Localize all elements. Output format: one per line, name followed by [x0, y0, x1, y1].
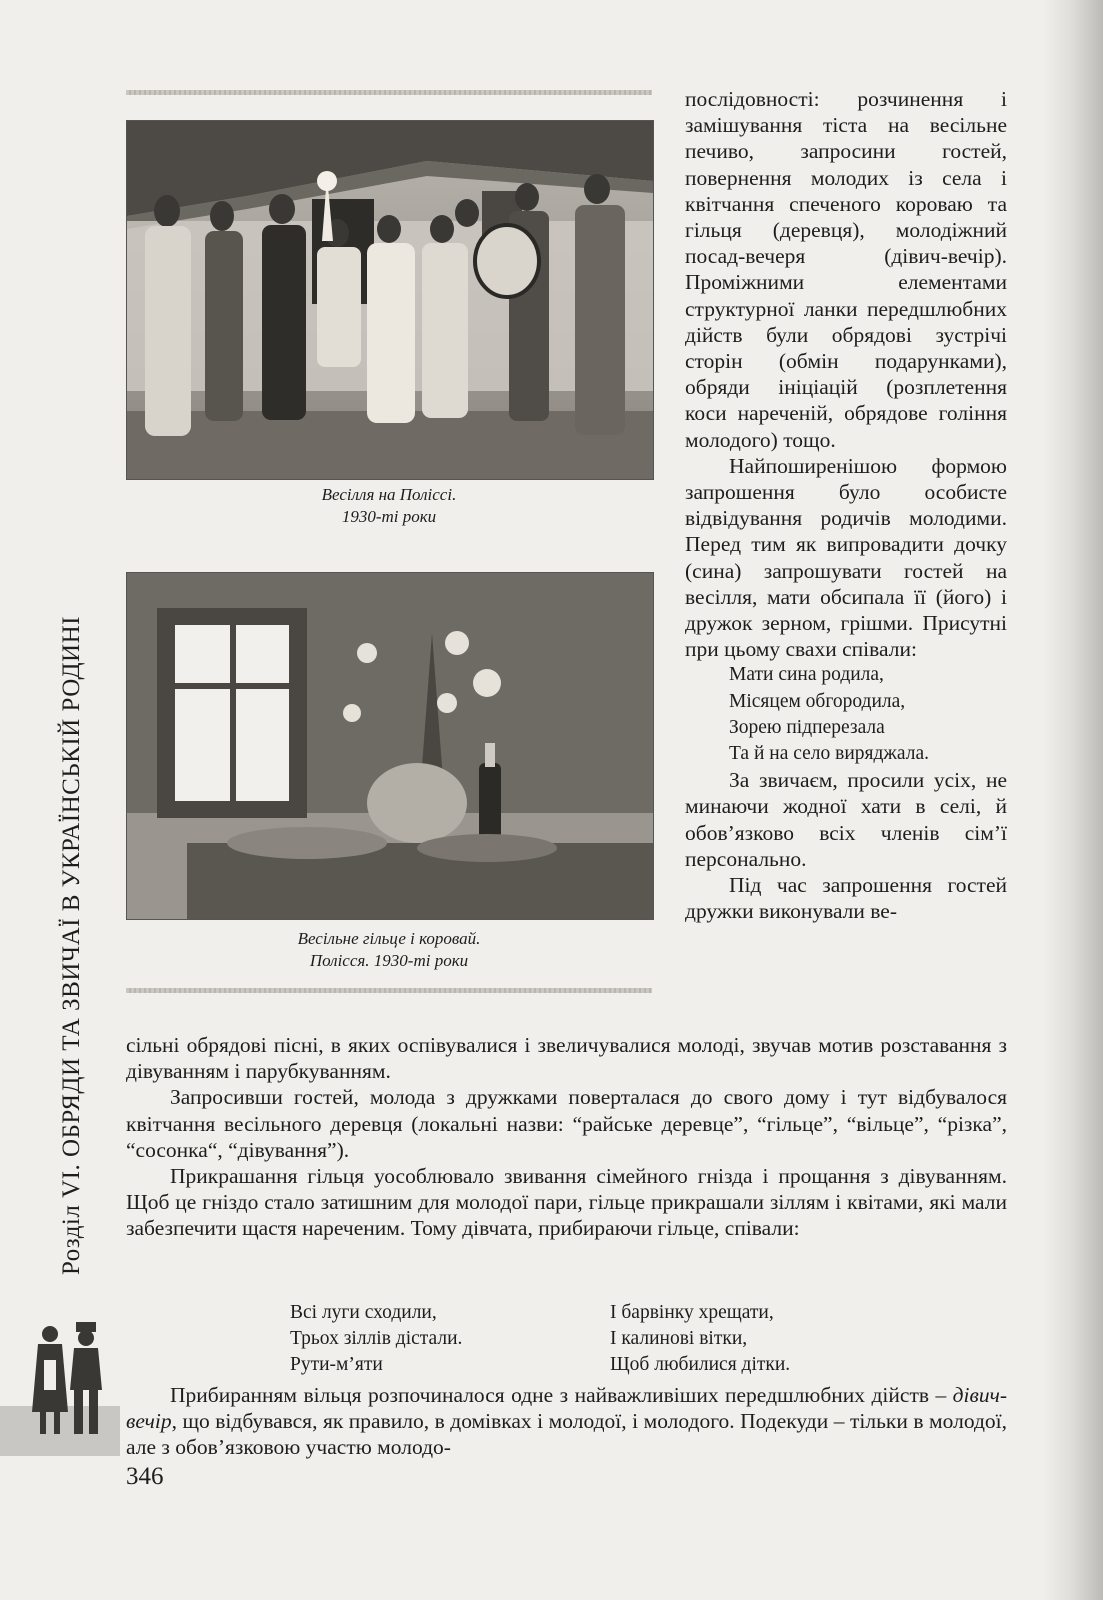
wedding-group-photo — [126, 120, 654, 480]
wedding-tree-photo — [126, 572, 654, 920]
vertical-section-title: Розділ VI. ОБРЯДИ ТА ЗВИЧАЇ В УКРАЇНСЬКІЙ РОДИНІ — [58, 616, 85, 1275]
caption-line: Весільне гільце і коровай. — [297, 929, 481, 948]
figure-caption-2 — [126, 928, 652, 972]
caption-line: 1930-ті роки — [341, 507, 437, 526]
verse-line: Та й на село виряджала. — [729, 743, 929, 765]
top-rule — [126, 90, 652, 95]
verse-block — [685, 662, 1007, 767]
paragraph: Запросивши гостей, молода з дружками поверталася до свого дому і тут відбувалося квітчання весільного деревця (локальні назви: “райське деревце”, “гільце”, “вільце”, “різка”, “сосонка“, “дівування”). — [126, 1085, 1007, 1162]
verse-line: Всі луги сходили, — [290, 1302, 437, 1323]
paragraph — [126, 1382, 1007, 1461]
bottom-rule — [126, 988, 652, 993]
paragraph: сільні обрядові пісні, в яких оспівувалися і звеличувалися молоді, звучав мотив розставання з дівуванням і парубкуванням. — [126, 1033, 1007, 1084]
right-column-text — [685, 86, 1007, 925]
verse-line: Щоб любилися дітки. — [610, 1354, 791, 1376]
text-run: Прибиранням вільця розпочиналося одне з найважливіших передшлюбних дійств – — [170, 1383, 953, 1407]
verse-line: І барвінку хрещати, — [610, 1302, 774, 1323]
text-run: , що відбувався, як правило, в домівках і молодої, і молодого. Подекуди – тільки в молодої, але з обов’язковою участю молодо- — [126, 1409, 1007, 1460]
verse-right-column — [610, 1300, 790, 1379]
verse-left-column — [290, 1300, 462, 1379]
paragraph: За звичаєм, просили усіх, не минаючи жодної хати в селі, й обов’язково всіх членів сім’ї персонально. — [685, 768, 1007, 871]
verse-line: Трьох зіллів дістали. — [290, 1328, 463, 1350]
caption-line: Полісся. 1930-ті роки — [309, 951, 469, 970]
wedding-tree-image — [127, 573, 653, 919]
figure-caption-1 — [126, 484, 652, 528]
paragraph: Найпоширенішою формою запрошення було особисте відвідування родичів молодими. Перед тим як випровадити дочку (сина) запрошувати гостей на весілля, мати обсипала її (його) і дружок зерном, грішми. Присутні при цьому свахи співали: — [685, 453, 1007, 662]
paragraph: послідовності: розчинення і замішування тіста на весільне печиво, запросини гостей, повернення молодих із села і квітчання спеченого короваю та гільця (деревця), молодіжний посад-вечеря (дівич-вечір). Проміжними елементами структурної ланки передшлюбних дійств були обрядові зустрічі сторін (обмін подарунками), обряди ініціацій (розплетення коси нареченій, обрядове гоління молодого) тощо. — [685, 87, 1007, 452]
caption-line: Весілля на Поліссі. — [321, 485, 457, 504]
paragraph: Під час запрошення гостей дружки виконували ве- — [685, 873, 1007, 924]
folk-couple-illustration — [22, 1320, 112, 1440]
verse-line: Рути-м’яти — [290, 1354, 383, 1376]
italic-term: дівич-вечір — [126, 1383, 1007, 1434]
wedding-group-image — [127, 121, 653, 479]
closing-paragraph — [126, 1382, 1007, 1461]
page-edge-shadow — [1043, 0, 1103, 1600]
full-width-text — [126, 1032, 1007, 1242]
verse-line: Зорею підперезала — [729, 716, 885, 738]
verse-line: Місяцем обгородила, — [729, 690, 906, 712]
verse-line: І калинові вітки, — [610, 1328, 748, 1350]
paragraph: Прикрашання гільця уособлювало звивання сімейного гнізда і прощання з дівуванням. Щоб це гніздо стало затишним для молодої пари, гільце прикрашали зіллям і квітами, які мали забезпечити щастя нареченим. Тому дівчата, прибираючи гільце, співали: — [126, 1164, 1007, 1241]
page-number: 346 — [126, 1463, 164, 1490]
verse-line: Мати сина родила, — [729, 664, 884, 686]
